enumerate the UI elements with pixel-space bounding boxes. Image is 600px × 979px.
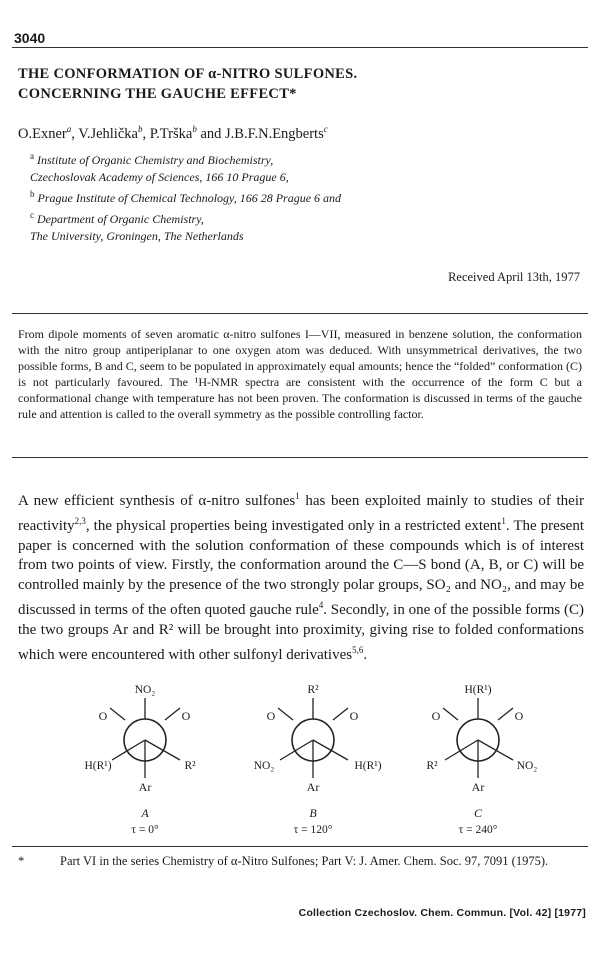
author-list: O.Exner$^a$, V.Jehlička$^b$, P.Trška$^b$ and J.B.F.N.Engberts$^c$	[18, 124, 328, 142]
body-text-1: A new efficient synthesis of α-nitro sulfones	[18, 493, 296, 509]
author-1-affil: a	[66, 124, 72, 134]
A-bottom-label: Ar	[138, 780, 152, 794]
citation-4: 4	[318, 599, 324, 610]
abstract-text: From dipole moments of seven aromatic α-nitro sulfones I—VII, measured in benzene solution, the conformation with the nitro group antiperiplanar to one oxygen atom was deduced. With unsymmetrical derivatives, the two possible forms, B and C, seem to be populated in approximately equal amounts; hence the “folded” conformation (C) is not particularly favoured. The ¹H-NMR spectra are consistent with the occurrence of the form C but a conformational change with temperature has not been proven. The conformation is discussed in terms of the gauche rule and attention is called to the overall symmetry as the possible controlling factor.	[18, 327, 582, 421]
body-text-3: , the physical properties being investigated only in a restricted extent	[85, 517, 502, 534]
affil-a-mark: a	[30, 151, 34, 161]
body-text-6: .	[363, 646, 368, 663]
footnote	[18, 852, 584, 870]
abstract-bottom-rule	[12, 457, 588, 458]
citation-1: 1	[295, 491, 300, 501]
C-top-label: H(R¹)	[464, 684, 492, 696]
B-tau: τ = 120°	[293, 824, 333, 836]
affil-c-mark: c	[30, 210, 34, 220]
footnote-rule	[12, 846, 588, 847]
newman-projection-C	[426, 684, 537, 836]
body-paragraph	[18, 487, 584, 665]
newman-projection-B	[254, 684, 382, 836]
A-top-label: NO₂	[134, 684, 156, 696]
author-3: P.Trška	[149, 125, 193, 142]
affil-b-line1: Prague Institute of Chemical Technology, 166 28 Prague 6 and	[37, 191, 342, 205]
body-text-4: . The present paper is concerned with the solution conformation of these compounds which is of interest from two points of view. Firstly, the conformation around the C—S bond (A, B, or C) will be controlled mainly by the presence of the two strongly polar groups, SO₂ and NO₂, and may be discussed in terms of the often quoted gauche rule	[18, 517, 584, 618]
footnote-mark: *	[18, 854, 25, 868]
author-1: O.Exner	[18, 125, 67, 142]
A-ur-label: O	[181, 709, 191, 723]
affil-c-line2: The University, Groningen, The Netherlands	[30, 229, 244, 243]
citation-3: 1	[501, 515, 506, 526]
author-2: V.Jehlička	[78, 125, 138, 142]
A-ll-label: H(R¹)	[84, 760, 112, 772]
affiliation-a	[30, 148, 341, 169]
paper-title	[18, 64, 357, 104]
affil-a-line2: Czechoslovak Academy of Sciences, 166 10 Prague 6,	[30, 170, 289, 184]
newman-projections-figure	[0, 680, 600, 840]
page-number: 3040	[14, 30, 46, 46]
title-line-2: CONCERNING THE GAUCHE EFFECT*	[18, 86, 297, 102]
C-tau: τ = 240°	[458, 824, 498, 836]
header-rule	[12, 47, 588, 48]
C-ur-label: O	[514, 709, 524, 723]
A-lr-label: R²	[184, 760, 196, 772]
newman-projection-A	[84, 684, 196, 836]
body-text-2: has been exploited mainly to studies of their reactivity	[18, 493, 584, 534]
citation-5: 5,6	[352, 644, 364, 655]
author-3-affil: b	[192, 124, 197, 134]
author-and: and	[200, 125, 222, 142]
A-tau: τ = 0°	[131, 824, 159, 836]
B-ur-label: O	[349, 709, 359, 723]
C-lr-label: NO₂	[516, 760, 538, 772]
affil-b-mark: b	[30, 189, 35, 199]
C-caption-letter: C	[473, 806, 483, 820]
B-ul-label: O	[266, 709, 276, 723]
affiliations	[30, 148, 341, 245]
citation-2: 2,3	[74, 515, 86, 526]
B-bottom-label: Ar	[306, 780, 320, 794]
C-ul-label: O	[431, 709, 441, 723]
footnote-text: Part VI in the series Chemistry of α-Nitro Sulfones; Part V: J. Amer. Chem. Soc. 97, 7091 (1975).	[60, 854, 549, 868]
author-2-affil: b	[137, 124, 143, 134]
A-caption-letter: A	[141, 806, 149, 820]
C-bottom-label: Ar	[471, 780, 485, 794]
C-ll-label: R²	[426, 760, 438, 772]
journal-citation: Collection Czechoslov. Chem. Commun. [Vol. 42] [1977]	[298, 907, 586, 919]
affil-c-line1: Department of Organic Chemistry,	[37, 212, 204, 226]
B-caption-letter: B	[309, 806, 317, 820]
affiliation-c	[30, 207, 341, 228]
B-lr-label: H(R¹)	[354, 760, 382, 772]
affiliation-b	[30, 186, 341, 207]
author-4-affil: c	[323, 124, 328, 134]
author-4: J.B.F.N.Engberts	[225, 125, 324, 142]
body-text-5: . Secondly, in one of the possible forms (C) the two groups Ar and R² will be brought into proximity, giving rise to folded conformations which were encountered with other sulfonyl derivatives	[18, 601, 584, 663]
A-ul-label: O	[98, 709, 108, 723]
abstract-top-rule	[12, 313, 588, 314]
B-top-label: R²	[307, 684, 319, 696]
title-line-1: THE CONFORMATION OF α-NITRO SULFONES.	[18, 66, 358, 82]
B-ll-label: NO₂	[253, 760, 275, 772]
received-date: Received April 13th, 1977	[448, 270, 580, 284]
affil-a-line1: Institute of Organic Chemistry and Biochemistry,	[37, 153, 274, 167]
